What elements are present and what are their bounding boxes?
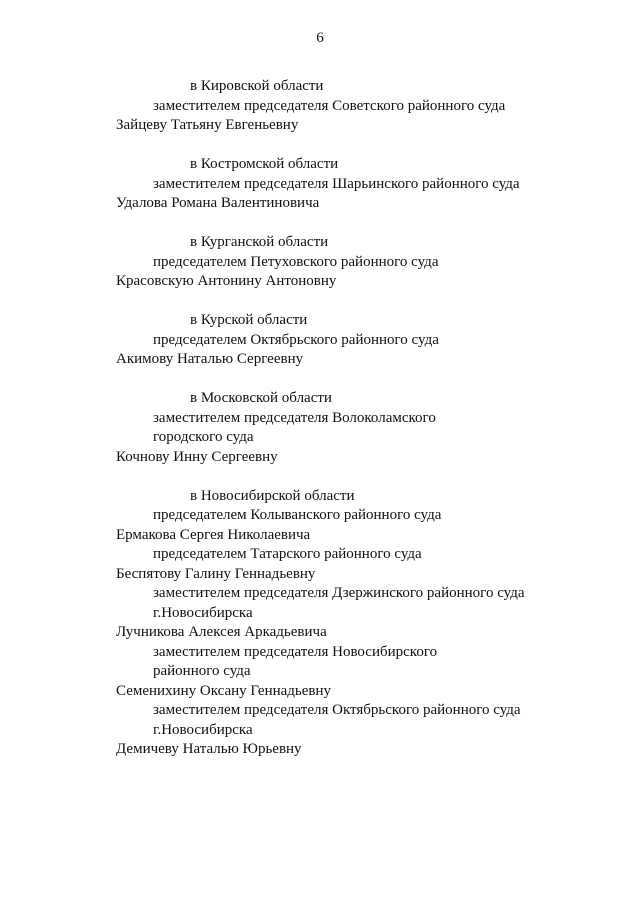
- document-body: [0, 77, 640, 779]
- court-position: районного суда: [153, 663, 251, 679]
- appointee-name: Демичеву Наталью Юрьевну: [116, 741, 302, 757]
- region-heading: в Курской области: [190, 312, 308, 328]
- page-number: 6: [316, 30, 324, 46]
- appointee-name: Кочнову Инну Сергеевну: [116, 448, 278, 465]
- court-position: заместителем председателя Октябрьского районного суда: [153, 702, 521, 718]
- court-position: городского суда: [153, 429, 254, 445]
- court-position: заместителем председателя Новосибирского: [153, 643, 438, 660]
- appointee-name: Семенихину Оксану Геннадьевну: [116, 682, 332, 699]
- region-section: [0, 77, 640, 136]
- region-heading: в Кировской области: [190, 78, 324, 94]
- court-position: заместителем председателя Дзержинского районного суда: [153, 585, 525, 601]
- region-section: [0, 487, 640, 760]
- region-heading: в Костромской области: [190, 156, 339, 172]
- court-position: председателем Колыванского районного суда: [153, 507, 442, 523]
- court-position: г.Новосибирска: [153, 604, 253, 621]
- region-section: [0, 155, 640, 214]
- appointee-name: Акимову Наталью Сергеевну: [116, 351, 304, 367]
- region-heading: в Новосибирской области: [190, 487, 355, 504]
- region-heading: в Московской области: [190, 390, 332, 406]
- region-section: [0, 233, 640, 292]
- region-heading: в Курганской области: [190, 234, 329, 250]
- region-section: [0, 389, 640, 467]
- appointee-name: Ермакова Сергея Николаевича: [116, 526, 311, 543]
- court-position: заместителем председателя Советского районного суда: [153, 97, 506, 114]
- appointee-name: Беспятову Галину Геннадьевну: [116, 565, 316, 582]
- appointee-name: Лучникова Алексея Аркадьевича: [116, 624, 327, 640]
- court-position: председателем Октябрьского районного суда: [153, 331, 439, 348]
- appointee-name: Зайцеву Татьяну Евгеньевну: [116, 117, 299, 133]
- court-position: председателем Татарского районного суда: [153, 546, 422, 562]
- court-position: председателем Петуховского районного суда: [153, 253, 439, 270]
- appointee-name: Красовскую Антонину Антоновну: [116, 273, 337, 289]
- court-position: г.Новосибирска: [153, 721, 253, 738]
- region-section: [0, 311, 640, 370]
- appointee-name: Удалова Романа Валентиновича: [116, 195, 320, 211]
- court-position: заместителем председателя Волоколамского: [153, 409, 436, 426]
- court-position: заместителем председателя Шарьинского районного суда: [153, 175, 520, 192]
